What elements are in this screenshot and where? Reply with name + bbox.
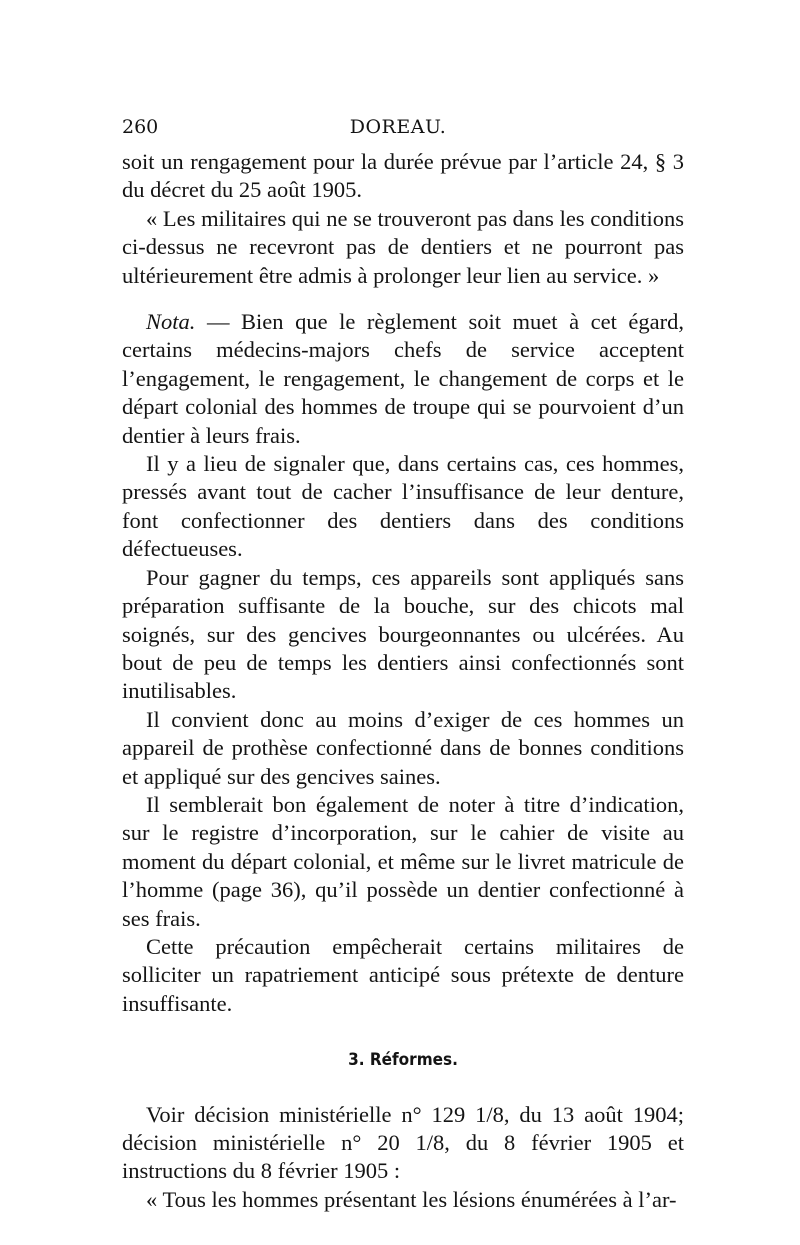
paragraph-quote: « Tous les hommes présentant les lésions énumérées à l’ar- (146, 1186, 677, 1212)
paragraph: Il convient donc au moins d’exiger de ces hommes un appareil de prothèse confectionné dans de bonnes conditions et appliqué sur des gencives saines. (122, 706, 684, 789)
paragraph: Il semblerait bon également de noter à titre d’indication, sur le registre d’incorporation, sur le cahier de visite au moment du départ colonial, et même sur le livret matricule de l’homme (page 36), qu’il possède un dentier confectionné à ses frais. (122, 791, 684, 931)
paragraph: Il y a lieu de signaler que, dans certains cas, ces hommes, pressés avant tout de cacher l’insuffisance de leur denture, font confectionner des dentiers dans des conditions défectueuses. (122, 451, 684, 562)
page-header (122, 116, 682, 140)
paragraph-nota (122, 308, 684, 450)
nota-text: — Bien que le règlement soit muet à cet égard, certains médecins-majors chefs de service acceptent l’engagement, le rengagement, le changement de corps et le départ colonial des hommes de troupe qui se pourvoient d’un dentier à leurs frais. (122, 309, 684, 448)
paragraph: Cette précaution empêcherait certains militaires de solliciter un rapatriement anticipé sous prétexte de denture insuffisante. (122, 933, 684, 1016)
paragraph: Voir décision ministérielle n° 129 1/8, du 13 août 1904; décision ministérielle n° 20 1/8, du 8 février 1905 et instructions du 8 février 1905 : (122, 1101, 684, 1184)
page-number: 260 (122, 116, 159, 138)
section-title: 3. Réformes. (348, 1050, 458, 1071)
paragraph-quote: « Les militaires qui ne se trouveront pas dans les conditions ci-dessus ne recevront pas de dentiers et ne pourront pas ultérieurement être admis à prolonger leur lien au service. » (122, 205, 684, 288)
paragraph: Pour gagner du temps, ces appareils sont appliqués sans préparation suffisante de la bouche, sur des chicots mal soignés, sur des gencives bourgeonnantes ou ulcérées. Au bout de peu de temps les dentiers ainsi confectionnés sont inutilisables. (122, 564, 684, 704)
body-text (122, 148, 684, 1214)
running-head: DOREAU. (349, 116, 447, 138)
nota-label: Nota. (146, 309, 196, 335)
paragraph-continuation: soit un rengagement pour la durée prévue par l’article 24, § 3 du décret du 25 août 1905. (122, 149, 684, 203)
